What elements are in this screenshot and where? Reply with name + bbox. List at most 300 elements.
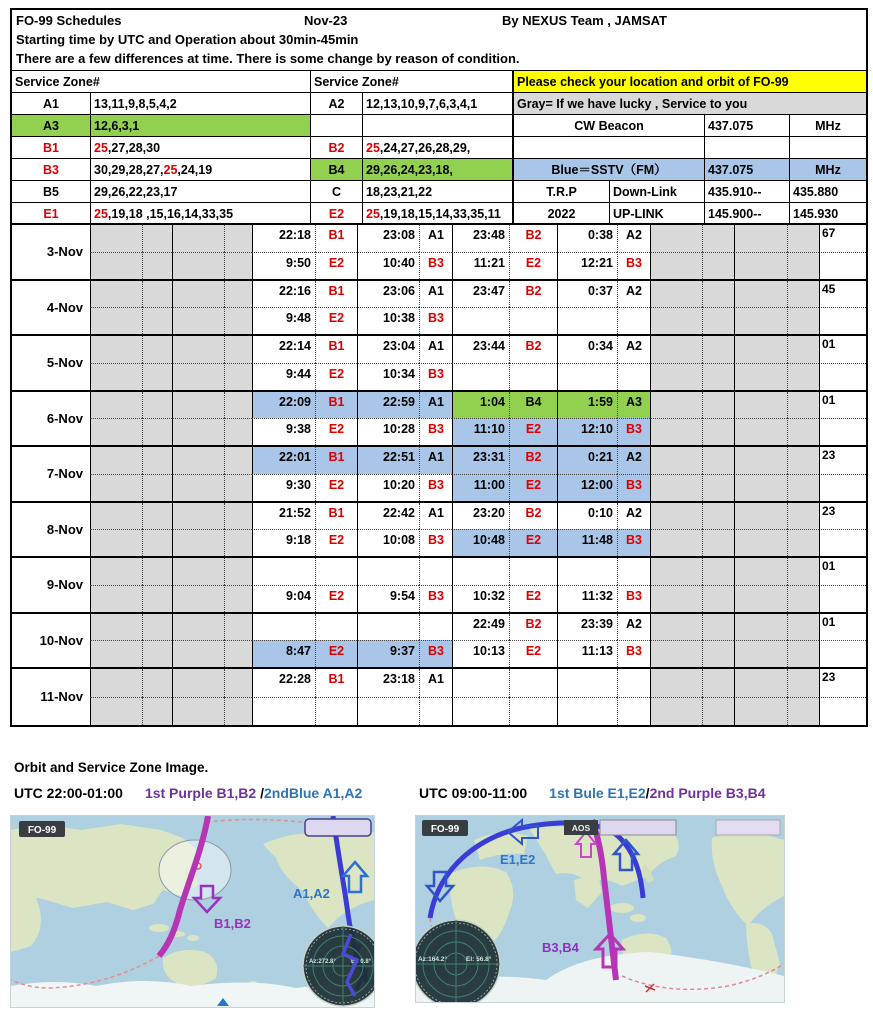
zone-cell	[310, 71, 512, 92]
pass-zone-cell	[787, 281, 819, 308]
pass-zone-cell: B3	[617, 474, 650, 501]
pass-zone-cell	[787, 529, 819, 556]
zone-row	[12, 71, 866, 93]
zone-cell	[609, 181, 704, 202]
orbit-number-cell	[819, 640, 866, 667]
zone-cell	[310, 159, 362, 180]
pass-time-cell	[452, 558, 509, 585]
pass-time-cell	[90, 336, 142, 363]
pass-zone-cell: A2	[617, 503, 650, 530]
pass-time-cell	[172, 558, 224, 585]
pass-zone-cell: E2	[315, 585, 357, 612]
zone-cell	[12, 71, 310, 92]
pass-time-cell	[650, 447, 702, 474]
pass-zone-cell: B2	[509, 614, 557, 641]
pass-time-cell	[172, 585, 224, 612]
pass-time-cell	[734, 252, 787, 279]
pass-time-cell: 11:13	[557, 640, 617, 667]
pass-time-cell	[650, 252, 702, 279]
orbit-number-cell	[819, 418, 866, 445]
pass-time-cell	[557, 697, 617, 725]
pass-zone-cell	[787, 697, 819, 725]
zone-text: CW Beacon	[574, 119, 644, 133]
pass-time-cell	[650, 474, 702, 501]
pass-zone-cell	[142, 336, 172, 363]
pass-time-cell	[172, 281, 224, 308]
pass-time-cell: 23:44	[452, 336, 509, 363]
radar-az-label: Az:164.2°	[418, 956, 447, 963]
zone-text: 12,13,10,9,7,6,3,4,1	[366, 97, 478, 111]
pass-zone-cell: B3	[419, 363, 452, 390]
pass-time-cell	[650, 529, 702, 556]
orbit-number-cell	[819, 474, 866, 501]
radar-el-label: El: 0.8°	[351, 959, 372, 965]
pass-time-cell	[452, 697, 509, 725]
pass-time-cell	[650, 669, 702, 697]
pass-time-cell: 22:16	[252, 281, 315, 308]
zone-cell	[310, 93, 362, 114]
orbit-number-cell: 01	[819, 614, 866, 641]
pass-zone-cell	[787, 503, 819, 530]
pass-time-cell	[734, 363, 787, 390]
date-label: 7-Nov	[46, 466, 83, 482]
pass-time-cell	[734, 529, 787, 556]
pass-zone-cell: E2	[315, 640, 357, 667]
orbit-number-cell	[819, 529, 866, 556]
pass-zone-cell	[142, 503, 172, 530]
pass-zone-cell: B1	[315, 669, 357, 697]
zone-cell	[362, 203, 512, 223]
pass-time-cell: 10:48	[452, 529, 509, 556]
zone-text: 437.075	[708, 163, 754, 177]
pass-zone-cell	[702, 307, 734, 334]
pass-zone-cell: E2	[509, 529, 557, 556]
world-map-right	[415, 815, 785, 1003]
pass-zone-cell: B3	[419, 418, 452, 445]
zone-text: E1	[43, 207, 59, 221]
zone-text: B2	[328, 141, 345, 155]
zone-cell	[12, 181, 90, 202]
pass-zone-cell	[419, 558, 452, 585]
pass-time-cell: 1:59	[557, 392, 617, 419]
pass-zone-cell	[787, 614, 819, 641]
pass-time-cell: 9:38	[252, 418, 315, 445]
left-map-caption	[14, 785, 362, 801]
zone-cell	[12, 203, 90, 223]
schedule-date-row	[12, 281, 866, 337]
pass-time-cell: 22:49	[452, 614, 509, 641]
pass-time-cell	[734, 697, 787, 725]
zone-text: 18,23,21,22	[366, 185, 433, 199]
pass-zone-cell	[224, 418, 252, 445]
pass-zone-cell	[224, 558, 252, 585]
pass-zone-cell	[142, 363, 172, 390]
pass-zone-cell	[224, 640, 252, 667]
pass-time-cell: 22:14	[252, 336, 315, 363]
schedule-date-row	[12, 558, 866, 614]
pass-zone-cell	[224, 307, 252, 334]
zone-text: Blue＝SSTV（FM）	[551, 163, 667, 177]
pass-zone-cell	[617, 558, 650, 585]
pass-zone-cell: B3	[617, 252, 650, 279]
pass-time-cell	[734, 392, 787, 419]
orbit-number-cell	[819, 252, 866, 279]
zone-text: T.R.P	[546, 185, 577, 199]
zone-cell	[12, 159, 90, 180]
pass-time-cell	[90, 363, 142, 390]
zone-text: C	[331, 185, 342, 199]
pass-zone-cell	[142, 614, 172, 641]
zone-cell	[609, 203, 704, 223]
zone-cell	[90, 203, 310, 223]
pass-time-cell: 12:10	[557, 418, 617, 445]
date-label: 9-Nov	[46, 577, 83, 593]
pass-time-cell: 10:28	[357, 418, 419, 445]
pass-time-cell	[650, 585, 702, 612]
pass-zone-cell	[787, 474, 819, 501]
pass-zone-cell	[142, 281, 172, 308]
date-label: 8-Nov	[46, 521, 83, 537]
pass-time-cell: 10:38	[357, 307, 419, 334]
zone-cell	[12, 137, 90, 158]
pass-zone-cell	[224, 669, 252, 697]
pass-zone-cell	[702, 418, 734, 445]
pass-zone-cell: B1	[315, 447, 357, 474]
pass-zone-cell	[142, 392, 172, 419]
date-label: 11-Nov	[40, 689, 83, 705]
pass-zone-cell	[509, 363, 557, 390]
zone-text: 2022	[547, 207, 576, 221]
world-map-left	[10, 815, 375, 1008]
pass-time-cell	[650, 614, 702, 641]
pass-time-cell: 0:10	[557, 503, 617, 530]
zone-row	[12, 203, 866, 225]
radar-az-label: Az:272.8°	[309, 959, 336, 965]
pass-time-cell	[650, 418, 702, 445]
pass-zone-cell	[509, 307, 557, 334]
month-label: Nov-23	[304, 13, 348, 28]
pass-zone-cell	[224, 614, 252, 641]
pass-zone-cell	[702, 558, 734, 585]
pass-time-cell	[90, 225, 142, 252]
zone-definition-table	[12, 71, 866, 225]
pass-time-cell	[172, 529, 224, 556]
pass-zone-cell: A1	[419, 281, 452, 308]
pass-time-cell: 10:34	[357, 363, 419, 390]
pass-zone-cell: E2	[315, 474, 357, 501]
info-box-blank	[716, 820, 780, 835]
pass-time-cell	[734, 474, 787, 501]
left-map-purple-legend: 1st Purple B1,B2	[144, 785, 257, 801]
zone-cell	[512, 137, 704, 158]
zone-cell	[310, 203, 362, 223]
zone-text: ,24,27,26,28,29,	[379, 141, 471, 155]
pass-time-cell: 22:01	[252, 447, 315, 474]
pass-zone-cell	[509, 558, 557, 585]
pass-zone-cell	[224, 474, 252, 501]
note-line-2: There are a few differences at time. There is some change by reason of condition.	[16, 51, 520, 66]
pass-time-cell	[172, 252, 224, 279]
right-map-caption	[419, 785, 765, 801]
pass-zone-cell	[702, 392, 734, 419]
pass-zone-cell: B1	[315, 281, 357, 308]
pass-zone-cell: E2	[315, 418, 357, 445]
pass-zone-cell	[702, 252, 734, 279]
zone-cell	[90, 159, 310, 180]
pass-time-cell	[557, 307, 617, 334]
pass-zone-cell	[224, 363, 252, 390]
zone-cell	[362, 159, 512, 180]
pass-zone-cell: B2	[509, 281, 557, 308]
pass-time-cell: 23:06	[357, 281, 419, 308]
pass-zone-cell: A2	[617, 225, 650, 252]
orbit-number-cell: 01	[819, 558, 866, 585]
pass-time-cell: 22:18	[252, 225, 315, 252]
pass-zone-cell: A1	[419, 503, 452, 530]
zone-cell	[704, 203, 789, 223]
pass-zone-cell: B1	[315, 392, 357, 419]
zone-text: 435.910--	[708, 185, 762, 199]
pass-time-cell	[734, 225, 787, 252]
left-map-blue-legend: 2ndBlue A1,A2	[263, 785, 363, 801]
pass-time-cell	[172, 503, 224, 530]
pass-time-cell	[650, 558, 702, 585]
pass-zone-cell	[224, 447, 252, 474]
zone-text: 25	[94, 141, 108, 155]
zone-row	[12, 115, 866, 137]
pass-zone-cell	[142, 558, 172, 585]
zone-cell	[310, 137, 362, 158]
info-box-blank	[305, 819, 371, 836]
pass-time-cell: 9:30	[252, 474, 315, 501]
pass-time-cell	[650, 363, 702, 390]
legend-separator: /	[645, 785, 650, 801]
pass-time-cell	[650, 281, 702, 308]
pass-time-cell	[172, 363, 224, 390]
pass-zone-cell: B2	[509, 503, 557, 530]
orbit-number-cell	[819, 307, 866, 334]
pass-zone-cell	[787, 669, 819, 697]
pass-time-cell	[357, 558, 419, 585]
zone-cell	[704, 115, 789, 136]
pass-zone-cell	[224, 225, 252, 252]
pass-time-cell: 23:39	[557, 614, 617, 641]
pass-zone-cell: A2	[617, 336, 650, 363]
pass-zone-cell: B3	[419, 585, 452, 612]
pass-zone-cell	[142, 640, 172, 667]
pass-time-cell	[90, 252, 142, 279]
pass-time-cell	[172, 225, 224, 252]
pass-time-cell	[650, 307, 702, 334]
schedule-date-row	[12, 669, 866, 725]
pass-zone-cell	[315, 614, 357, 641]
pass-time-cell: 10:08	[357, 529, 419, 556]
zone-text: A3	[43, 119, 59, 133]
pass-time-cell: 23:20	[452, 503, 509, 530]
zone-row	[12, 137, 866, 159]
zone-text: B4	[328, 163, 345, 177]
pass-zone-cell	[617, 669, 650, 697]
map-label-b1b2: B1,B2	[214, 916, 251, 931]
pass-time-cell	[557, 669, 617, 697]
pass-zone-cell: B4	[509, 392, 557, 419]
pass-time-cell: 22:59	[357, 392, 419, 419]
pass-zone-cell	[702, 669, 734, 697]
zone-cell	[362, 181, 512, 202]
pass-zone-cell: B1	[315, 225, 357, 252]
pass-time-cell: 22:09	[252, 392, 315, 419]
pass-time-cell: 9:50	[252, 252, 315, 279]
pass-zone-cell: A1	[419, 669, 452, 697]
date-label: 6-Nov	[46, 410, 83, 426]
zone-text: A2	[328, 97, 345, 111]
pass-zone-cell	[509, 669, 557, 697]
pass-zone-cell: B1	[315, 336, 357, 363]
radar-compass-icon	[416, 920, 500, 1002]
pass-zone-cell	[142, 225, 172, 252]
world-map-right-svg	[416, 816, 784, 1002]
pass-time-cell	[650, 225, 702, 252]
date-label: 4-Nov	[46, 299, 83, 315]
pass-time-cell	[172, 614, 224, 641]
pass-time-cell: 0:37	[557, 281, 617, 308]
pass-time-cell	[452, 307, 509, 334]
date-label: 5-Nov	[46, 355, 83, 371]
pass-time-cell: 12:00	[557, 474, 617, 501]
pass-zone-cell: B1	[315, 503, 357, 530]
pass-zone-cell	[702, 529, 734, 556]
zone-cell	[310, 181, 362, 202]
zone-text: 25	[366, 141, 380, 155]
radar-el-label: El: 56.8°	[466, 956, 492, 963]
pass-time-cell: 10:32	[452, 585, 509, 612]
pass-zone-cell: B2	[509, 336, 557, 363]
orbit-number-cell: 45	[819, 281, 866, 308]
pass-zone-cell	[142, 252, 172, 279]
pass-time-cell: 9:37	[357, 640, 419, 667]
pass-time-cell	[452, 363, 509, 390]
pass-zone-cell	[315, 558, 357, 585]
pass-zone-cell: B3	[419, 307, 452, 334]
pass-zone-cell	[787, 225, 819, 252]
pass-zone-cell: B2	[509, 225, 557, 252]
pass-time-cell: 11:48	[557, 529, 617, 556]
pass-time-cell	[90, 669, 142, 697]
left-map-utc: UTC 22:00-01:00	[14, 785, 123, 801]
zone-text: 145.930	[793, 207, 839, 221]
pass-zone-cell: B3	[617, 585, 650, 612]
pass-time-cell	[357, 614, 419, 641]
schedule-date-row	[12, 503, 866, 559]
pass-zone-cell	[224, 585, 252, 612]
pass-time-cell: 22:28	[252, 669, 315, 697]
pass-zone-cell	[787, 363, 819, 390]
right-map-purple-legend: 2nd Purple B3,B4	[649, 785, 766, 801]
pass-time-cell: 10:13	[452, 640, 509, 667]
pass-zone-cell: A3	[617, 392, 650, 419]
pass-zone-cell	[617, 363, 650, 390]
pass-zone-cell	[787, 418, 819, 445]
zone-cell	[90, 181, 310, 202]
pass-time-cell	[90, 614, 142, 641]
pass-time-cell: 9:48	[252, 307, 315, 334]
pass-zone-cell	[787, 392, 819, 419]
pass-time-cell: 21:52	[252, 503, 315, 530]
zone-text: 25	[94, 207, 108, 221]
pass-zone-cell	[787, 558, 819, 585]
pass-time-cell	[734, 640, 787, 667]
pass-time-cell: 23:04	[357, 336, 419, 363]
zone-text: 13,11,9,8,5,4,2	[94, 97, 177, 111]
zone-text: 29,26,24,23,18,	[366, 163, 453, 177]
pass-time-cell	[172, 447, 224, 474]
pass-time-cell	[734, 585, 787, 612]
pass-time-cell	[90, 503, 142, 530]
pass-time-cell	[557, 363, 617, 390]
legend-separator: /	[256, 785, 264, 801]
pass-zone-cell	[617, 697, 650, 725]
pass-time-cell	[452, 669, 509, 697]
pass-time-cell: 11:21	[452, 252, 509, 279]
orbit-number-cell: 23	[819, 503, 866, 530]
pass-time-cell: 9:44	[252, 363, 315, 390]
map-label-b3b4: B3,B4	[542, 940, 579, 955]
pass-time-cell: 0:34	[557, 336, 617, 363]
pass-zone-cell	[224, 697, 252, 725]
pass-zone-cell	[702, 640, 734, 667]
zone-text: Gray= If we have lucky , Service to you	[517, 97, 748, 111]
pass-zone-cell	[224, 392, 252, 419]
pass-zone-cell	[142, 447, 172, 474]
pass-time-cell: 12:21	[557, 252, 617, 279]
pass-time-cell	[650, 503, 702, 530]
orbit-number-cell: 23	[819, 447, 866, 474]
pass-zone-cell	[224, 252, 252, 279]
pass-time-cell: 11:32	[557, 585, 617, 612]
pass-time-cell	[650, 697, 702, 725]
zone-text: B1	[43, 141, 59, 155]
pass-time-cell	[90, 392, 142, 419]
zone-cell	[12, 115, 90, 136]
zone-text: Service Zone#	[314, 75, 399, 89]
pass-zone-cell: A2	[617, 614, 650, 641]
pass-zone-cell	[702, 474, 734, 501]
pass-zone-cell	[224, 503, 252, 530]
zone-cell	[362, 93, 512, 114]
pass-time-cell	[650, 392, 702, 419]
pass-time-cell: 10:40	[357, 252, 419, 279]
pass-zone-cell: E2	[509, 640, 557, 667]
pass-zone-cell: E2	[509, 585, 557, 612]
pass-time-cell	[734, 307, 787, 334]
zone-cell	[789, 159, 866, 180]
pass-time-cell	[90, 640, 142, 667]
pass-time-cell	[650, 336, 702, 363]
pass-zone-cell: A1	[419, 225, 452, 252]
schedule-date-row	[12, 614, 866, 670]
pass-time-cell	[90, 558, 142, 585]
pass-zone-cell	[142, 697, 172, 725]
pass-zone-cell	[224, 281, 252, 308]
zone-text: 145.900--	[708, 207, 762, 221]
pass-zone-cell: E2	[509, 252, 557, 279]
info-box-blank	[600, 820, 676, 835]
zone-text: 437.075	[708, 119, 754, 133]
zone-cell	[90, 115, 310, 136]
pass-time-cell	[172, 640, 224, 667]
zone-text: 30,29,28,27,	[94, 163, 164, 177]
pass-zone-cell: E2	[315, 252, 357, 279]
